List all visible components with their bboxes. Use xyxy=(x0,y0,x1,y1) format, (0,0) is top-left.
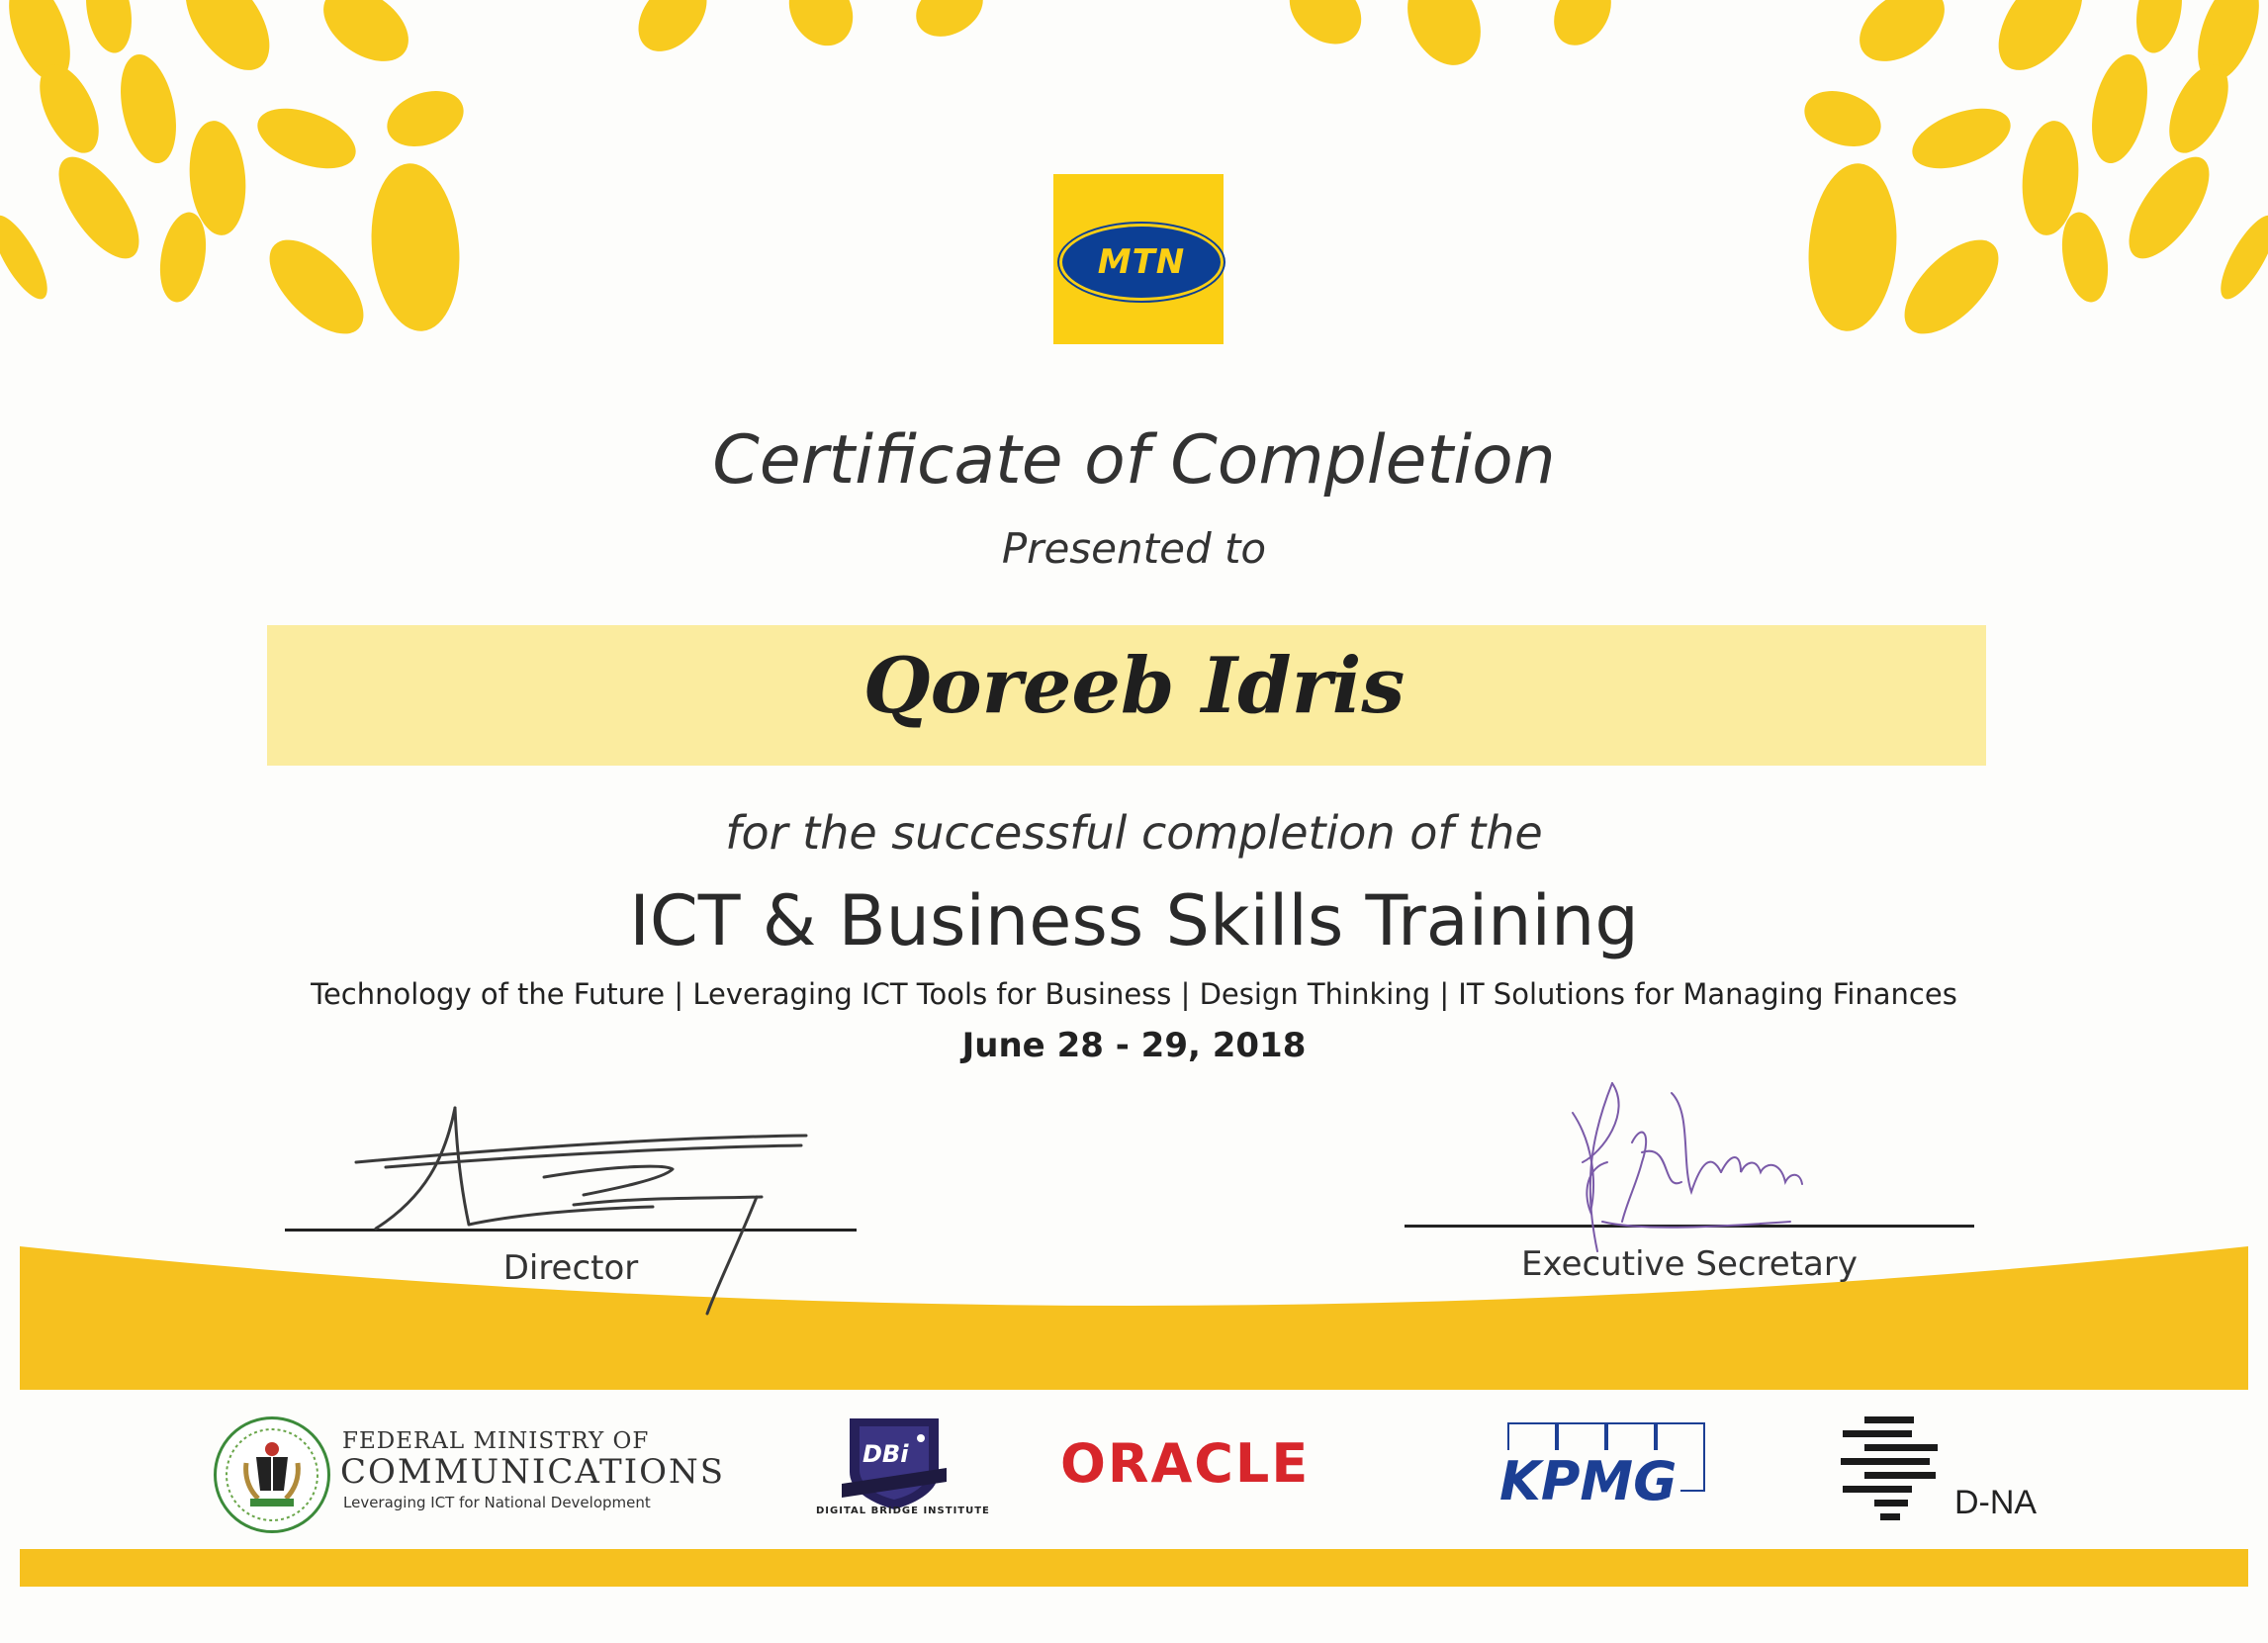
ministry-logo xyxy=(214,1416,330,1533)
mtn-logo-text: MTN xyxy=(1097,242,1186,282)
executive-secretary-label: Executive Secretary xyxy=(1521,1244,1858,1284)
program-topics: Technology of the Future | Leveraging ICT Tools for Business | Design Thinking | IT Solutions for Managing Finances xyxy=(311,977,1957,1011)
ministry-line2: COMMUNICATIONS xyxy=(340,1452,726,1492)
leaf-decoration-left xyxy=(0,0,475,396)
mtn-logo xyxy=(1053,174,1224,344)
certificate-title: Certificate of Completion xyxy=(712,421,1556,500)
recipient-name: Qoreeb Idris xyxy=(862,641,1406,731)
completion-text: for the successful completion of the xyxy=(725,806,1543,860)
ministry-tagline: Leveraging ICT for National Development xyxy=(343,1494,651,1511)
dna-logo-mark xyxy=(1835,1415,1944,1523)
presented-to-label: Presented to xyxy=(1001,524,1267,573)
leaf-decoration-top xyxy=(593,0,1681,109)
executive-secretary-signature xyxy=(1543,1073,1820,1261)
bottom-yellow-band xyxy=(20,1549,2248,1587)
dbi-caption: DIGITAL BRIDGE INSTITUTE xyxy=(816,1506,990,1516)
director-label: Director xyxy=(502,1248,639,1288)
dbi-badge-text: DBi xyxy=(862,1440,909,1468)
oracle-logo: ORACLE xyxy=(1060,1432,1311,1495)
coat-of-arms-icon xyxy=(217,1419,327,1530)
program-dates: June 28 - 29, 2018 xyxy=(961,1026,1307,1065)
director-signature xyxy=(346,1098,821,1325)
mtn-logo-oval xyxy=(1059,224,1224,301)
dna-logo-text: D-NA xyxy=(1954,1484,2038,1521)
leaf-decoration-right xyxy=(1793,0,2268,396)
program-title: ICT & Business Skills Training xyxy=(629,880,1639,961)
kpmg-logo: KPMG xyxy=(1496,1450,1680,1512)
ministry-line1: FEDERAL MINISTRY OF xyxy=(342,1428,650,1454)
